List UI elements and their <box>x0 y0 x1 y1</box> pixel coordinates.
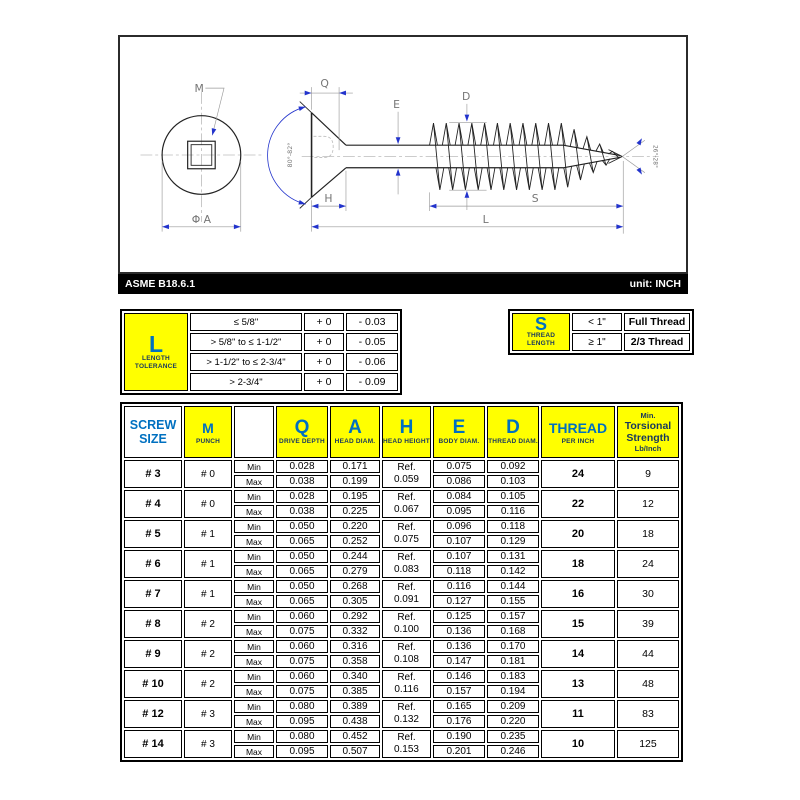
punch-cell: # 2 <box>184 610 232 638</box>
tolerance-row <box>124 313 398 331</box>
plus-tolerance: + 0 <box>304 333 344 351</box>
threads-per-inch-cell: 11 <box>541 700 615 728</box>
body-diam-max: 0.136 <box>433 625 485 638</box>
thread-length-row <box>512 313 690 331</box>
drive-depth-min: 0.060 <box>276 670 328 683</box>
drive-depth-max: 0.038 <box>276 475 328 488</box>
min-label: Min <box>234 550 274 563</box>
header-head-diam: A HEAD DIAM. <box>330 406 380 458</box>
body-diam-min: 0.136 <box>433 640 485 653</box>
drive-depth-max: 0.075 <box>276 625 328 638</box>
head-height-value: 0.116 <box>394 684 419 695</box>
threads-per-inch-cell: 20 <box>541 520 615 548</box>
head-diam-min: 0.220 <box>330 520 380 533</box>
thread-diam-max: 0.103 <box>487 475 539 488</box>
max-label: Max <box>234 475 274 488</box>
head-height-cell <box>382 610 431 638</box>
punch-cell: # 0 <box>184 490 232 518</box>
torsional-strength-cell: 39 <box>617 610 679 638</box>
head-diam-max: 0.358 <box>330 655 380 668</box>
plus-tolerance: + 0 <box>304 373 344 391</box>
dim-label-point-angle: 26°-28° <box>651 144 658 168</box>
threads-per-inch-cell: 18 <box>541 550 615 578</box>
thread-rule: 2/3 Thread <box>624 333 690 351</box>
head-diam-min: 0.195 <box>330 490 380 503</box>
plus-tolerance: + 0 <box>304 313 344 331</box>
min-label: Min <box>234 610 274 623</box>
spec-row <box>124 700 679 713</box>
length-range: > 2-3/4" <box>190 373 302 391</box>
torsional-strength-cell: 18 <box>617 520 679 548</box>
head-height-value: 0.153 <box>393 744 419 755</box>
torsional-strength-cell: 83 <box>617 700 679 728</box>
screw-size-cell: # 14 <box>124 730 182 758</box>
header-thread-diam: D THREAD DIAM. <box>487 406 539 458</box>
punch-cell: # 2 <box>184 640 232 668</box>
spec-row <box>124 580 679 593</box>
min-label: Min <box>234 730 274 743</box>
side-view <box>268 77 659 234</box>
threads-per-inch-cell: 22 <box>541 490 615 518</box>
dim-label-l: L <box>482 212 489 226</box>
header-minmax-spacer <box>234 406 274 458</box>
drive-depth-min: 0.050 <box>276 550 328 563</box>
body-diam-min: 0.096 <box>433 520 485 533</box>
punch-cell: # 3 <box>184 700 232 728</box>
head-diam-max: 0.438 <box>330 715 380 728</box>
head-diam-max: 0.332 <box>330 625 380 638</box>
thread-condition: < 1" <box>572 313 622 331</box>
max-label: Max <box>234 715 274 728</box>
head-diam-max: 0.279 <box>330 565 380 578</box>
head-height-cell <box>382 460 431 488</box>
dim-label-phi-a: Φ A <box>191 212 212 226</box>
screw-size-cell: # 5 <box>124 520 182 548</box>
thread-diam-min: 0.144 <box>487 580 539 593</box>
head-height-ref: Ref. <box>397 582 416 593</box>
thread-diam-min: 0.170 <box>487 640 539 653</box>
drive-depth-max: 0.065 <box>276 565 328 578</box>
head-diam-min: 0.292 <box>330 610 380 623</box>
dim-label-d: D <box>461 89 471 103</box>
screw-size-cell: # 8 <box>124 610 182 638</box>
head-diam-max: 0.225 <box>330 505 380 518</box>
min-label: Min <box>234 490 274 503</box>
screw-size-cell: # 4 <box>124 490 182 518</box>
thread-diam-max: 0.142 <box>487 565 539 578</box>
head-height-cell <box>382 580 431 608</box>
dim-label-h: H <box>324 192 333 206</box>
head-diam-max: 0.385 <box>330 685 380 698</box>
head-height-value: 0.132 <box>393 714 419 725</box>
length-tolerance-header: L LENGTH TOLERANCE <box>124 313 188 391</box>
screw-size-cell: # 9 <box>124 640 182 668</box>
head-height-cell <box>382 640 431 668</box>
drive-depth-min: 0.060 <box>276 610 328 623</box>
head-height-cell <box>382 520 431 548</box>
punch-cell: # 3 <box>184 730 232 758</box>
body-diam-min: 0.190 <box>433 730 485 743</box>
body-diam-max: 0.147 <box>433 655 485 668</box>
length-range: > 1-1/2" to ≤ 2-3/4" <box>190 353 302 371</box>
head-height-ref: Ref. <box>397 612 416 623</box>
screw-size-cell: # 10 <box>124 670 182 698</box>
thread-condition: ≥ 1" <box>572 333 622 351</box>
header-screw-size: SCREW SIZE <box>124 406 182 458</box>
torsional-strength-cell: 44 <box>617 640 679 668</box>
length-range: > 5/8" to ≤ 1-1/2" <box>190 333 302 351</box>
min-label: Min <box>234 520 274 533</box>
threads-per-inch-cell: 13 <box>541 670 615 698</box>
punch-cell: # 2 <box>184 670 232 698</box>
drive-depth-max: 0.065 <box>276 535 328 548</box>
minus-tolerance: - 0.05 <box>346 333 398 351</box>
drive-depth-min: 0.080 <box>276 700 328 713</box>
max-label: Max <box>234 595 274 608</box>
torsional-strength-cell: 48 <box>617 670 679 698</box>
drive-depth-min: 0.028 <box>276 460 328 473</box>
body-diam-min: 0.146 <box>433 670 485 683</box>
spec-row <box>124 670 679 683</box>
minus-tolerance: - 0.09 <box>346 373 398 391</box>
thread-diam-max: 0.220 <box>487 715 539 728</box>
head-height-value: 0.091 <box>393 594 419 605</box>
dim-label-q: Q <box>320 77 329 91</box>
screw-size-cell: # 7 <box>124 580 182 608</box>
head-diam-max: 0.507 <box>330 745 380 758</box>
thread-diam-max: 0.194 <box>487 685 539 698</box>
threads-per-inch-cell: 16 <box>541 580 615 608</box>
drive-depth-max: 0.075 <box>276 655 328 668</box>
head-height-value: 0.108 <box>393 654 419 665</box>
header-drive-depth: Q DRIVE DEPTH <box>276 406 328 458</box>
head-height-cell <box>382 490 431 518</box>
head-height-ref: Ref. <box>397 522 416 533</box>
head-diam-min: 0.389 <box>330 700 380 713</box>
drawing-frame <box>118 35 688 274</box>
head-height-cell <box>382 700 431 728</box>
max-label: Max <box>234 505 274 518</box>
torsional-strength-cell: 9 <box>617 460 679 488</box>
front-view <box>140 82 262 232</box>
threads-per-inch-cell: 24 <box>541 460 615 488</box>
spec-row <box>124 460 679 473</box>
length-range: ≤ 5/8" <box>190 313 302 331</box>
body-diam-max: 0.118 <box>433 565 485 578</box>
body-diam-min: 0.075 <box>433 460 485 473</box>
head-height-value: 0.059 <box>393 474 419 485</box>
torsional-strength-cell: 24 <box>617 550 679 578</box>
drive-depth-max: 0.038 <box>276 505 328 518</box>
symbol-l: L <box>148 331 164 357</box>
head-height-value: 0.067 <box>393 504 419 515</box>
max-label: Max <box>234 625 274 638</box>
torsional-strength-cell: 12 <box>617 490 679 518</box>
head-diam-min: 0.244 <box>330 550 380 563</box>
spec-row <box>124 640 679 653</box>
screw-size-cell: # 12 <box>124 700 182 728</box>
threads-per-inch-cell: 10 <box>541 730 615 758</box>
length-tolerance-table <box>120 309 402 395</box>
thread-diam-max: 0.155 <box>487 595 539 608</box>
drive-depth-max: 0.065 <box>276 595 328 608</box>
header-torsional-strength: Min. Torsional Strength Lb/Inch <box>617 406 679 458</box>
screw-spec-table <box>120 402 683 762</box>
head-height-value: 0.075 <box>393 534 419 545</box>
body-diam-min: 0.116 <box>433 580 485 593</box>
drive-depth-min: 0.028 <box>276 490 328 503</box>
thread-diam-min: 0.131 <box>487 550 539 563</box>
min-label: Min <box>234 460 274 473</box>
standard-title-bar <box>118 274 688 294</box>
body-diam-max: 0.095 <box>433 505 485 518</box>
body-diam-max: 0.107 <box>433 535 485 548</box>
spec-row <box>124 490 679 503</box>
dimension-arrows <box>162 91 644 229</box>
head-diam-min: 0.268 <box>330 580 380 593</box>
thread-length-header: S THREAD LENGTH <box>512 313 570 351</box>
body-diam-min: 0.125 <box>433 610 485 623</box>
drive-depth-min: 0.080 <box>276 730 328 743</box>
punch-cell: # 1 <box>184 580 232 608</box>
header-punch: M PUNCH <box>184 406 232 458</box>
spec-row <box>124 730 679 743</box>
threads-per-inch-cell: 14 <box>541 640 615 668</box>
drive-depth-min: 0.060 <box>276 640 328 653</box>
drive-depth-max: 0.075 <box>276 685 328 698</box>
thread-diam-min: 0.118 <box>487 520 539 533</box>
thread-rule: Full Thread <box>624 313 690 331</box>
thread-diam-max: 0.129 <box>487 535 539 548</box>
head-height-value: 0.083 <box>393 564 419 575</box>
head-diam-max: 0.199 <box>330 475 380 488</box>
screw-size-cell: # 3 <box>124 460 182 488</box>
drive-depth-min: 0.050 <box>276 580 328 593</box>
head-height-cell <box>382 550 431 578</box>
drive-depth-max: 0.095 <box>276 715 328 728</box>
punch-cell: # 0 <box>184 460 232 488</box>
min-label: Min <box>234 700 274 713</box>
head-height-ref: Ref. <box>397 672 416 683</box>
drive-recess-hidden-line <box>314 136 334 157</box>
body-diam-max: 0.157 <box>433 685 485 698</box>
spec-header-row <box>124 406 679 458</box>
max-label: Max <box>234 685 274 698</box>
thread-diam-min: 0.235 <box>487 730 539 743</box>
punch-cell: # 1 <box>184 550 232 578</box>
head-height-ref: Ref. <box>397 642 416 653</box>
screw-size-cell: # 6 <box>124 550 182 578</box>
torsional-strength-cell: 30 <box>617 580 679 608</box>
header-body-diam: E BODY DIAM. <box>433 406 485 458</box>
head-height-ref: Ref. <box>397 492 416 503</box>
header-head-height: H HEAD HEIGHT <box>382 406 431 458</box>
unit-label: unit: INCH <box>629 278 681 290</box>
body-diam-max: 0.086 <box>433 475 485 488</box>
spec-row <box>124 550 679 563</box>
max-label: Max <box>234 655 274 668</box>
standard-number: ASME B18.6.1 <box>125 278 196 290</box>
plus-tolerance: + 0 <box>304 353 344 371</box>
thread-diam-max: 0.246 <box>487 745 539 758</box>
head-height-ref: Ref. <box>397 732 416 743</box>
thread-diam-min: 0.209 <box>487 700 539 713</box>
torsional-strength-cell: 125 <box>617 730 679 758</box>
max-label: Max <box>234 535 274 548</box>
head-height-cell <box>382 730 431 758</box>
thread-diam-min: 0.092 <box>487 460 539 473</box>
body-diam-max: 0.201 <box>433 745 485 758</box>
dim-label-e: E <box>393 97 400 111</box>
head-diam-max: 0.252 <box>330 535 380 548</box>
spec-row <box>124 520 679 533</box>
dim-label-head-angle: 80°-82° <box>285 142 294 168</box>
body-diam-min: 0.107 <box>433 550 485 563</box>
head-diam-min: 0.340 <box>330 670 380 683</box>
min-label: Min <box>234 670 274 683</box>
symbol-s: S <box>534 314 547 334</box>
thread-diam-min: 0.157 <box>487 610 539 623</box>
threads-per-inch-cell: 15 <box>541 610 615 638</box>
thread-length-table <box>508 309 694 355</box>
body-diam-max: 0.176 <box>433 715 485 728</box>
head-diam-min: 0.171 <box>330 460 380 473</box>
head-height-ref: Ref. <box>397 552 416 563</box>
head-height-ref: Ref. <box>397 462 416 473</box>
drive-depth-max: 0.095 <box>276 745 328 758</box>
dim-label-s: S <box>531 192 539 206</box>
max-label: Max <box>234 745 274 758</box>
head-height-value: 0.100 <box>393 624 419 635</box>
body-diam-max: 0.127 <box>433 595 485 608</box>
dim-label-m: M <box>194 82 204 96</box>
punch-cell: # 1 <box>184 520 232 548</box>
head-height-cell <box>382 670 431 698</box>
screw-technical-drawing <box>120 37 686 272</box>
thread-diam-max: 0.116 <box>487 505 539 518</box>
minus-tolerance: - 0.06 <box>346 353 398 371</box>
min-label: Min <box>234 640 274 653</box>
max-label: Max <box>234 565 274 578</box>
thread-diam-min: 0.105 <box>487 490 539 503</box>
spec-row <box>124 610 679 623</box>
head-height-ref: Ref. <box>397 702 416 713</box>
min-label: Min <box>234 580 274 593</box>
thread-diam-max: 0.168 <box>487 625 539 638</box>
head-diam-min: 0.452 <box>330 730 380 743</box>
body-diam-min: 0.084 <box>433 490 485 503</box>
head-diam-min: 0.316 <box>330 640 380 653</box>
body-diam-min: 0.165 <box>433 700 485 713</box>
head-diam-max: 0.305 <box>330 595 380 608</box>
header-thread-per-inch: THREAD PER INCH <box>541 406 615 458</box>
minus-tolerance: - 0.03 <box>346 313 398 331</box>
thread-diam-max: 0.181 <box>487 655 539 668</box>
thread-diam-min: 0.183 <box>487 670 539 683</box>
drive-depth-min: 0.050 <box>276 520 328 533</box>
